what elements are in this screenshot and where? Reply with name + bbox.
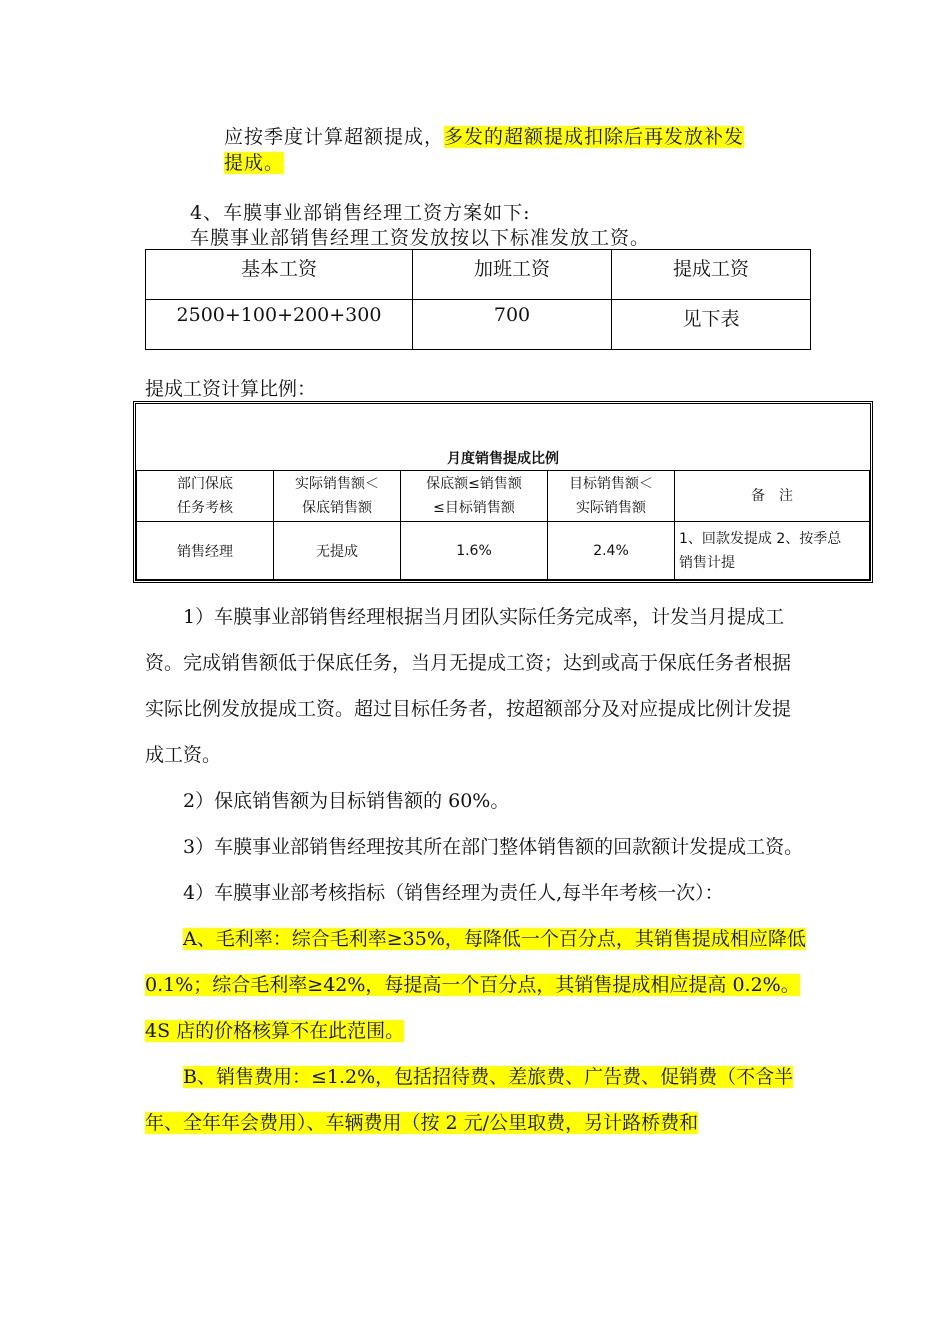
ratio-value-cell: 无提成	[274, 522, 401, 580]
salary-value-cell: 2500+100+200+300	[146, 300, 413, 350]
ratio-header-cell: 目标销售额＜ 实际销售额	[548, 471, 675, 522]
salary-value-cell: 700	[413, 300, 612, 350]
ratio-header-cell: 实际销售额＜ 保底销售额	[274, 471, 401, 522]
ratio-header-row	[137, 471, 870, 522]
ratio-title-row	[137, 404, 870, 471]
ratio-header-cell: 保底额≤销售额 ≤目标销售额	[401, 471, 548, 522]
intro-line-1	[224, 124, 744, 150]
ratio-header-cell: 部门保底 任务考核	[137, 471, 274, 522]
ratio-table	[136, 404, 870, 580]
ratio-table-title: 月度销售提成比例	[137, 404, 870, 471]
intro-line-1-plain: 应按季度计算超额提成，	[224, 126, 445, 148]
section-heading: 4、车膜事业部销售经理工资方案如下:	[190, 202, 531, 224]
salary-header-cell: 提成工资	[612, 250, 811, 300]
salary-value-cell: 见下表	[612, 300, 811, 350]
salary-value-row	[146, 300, 811, 350]
paragraph-a	[145, 916, 807, 1054]
paragraph-4: 4）车膜事业部考核指标（销售经理为责任人,每半年考核一次）：	[183, 882, 724, 904]
ratio-header-cell: 备 注	[675, 471, 870, 522]
salary-header-row	[146, 250, 811, 300]
section-subheading: 车膜事业部销售经理工资发放按以下标准发放工资。	[190, 227, 651, 249]
ratio-value-cell: 2.4%	[548, 522, 675, 580]
ratio-table-frame	[133, 401, 873, 583]
ratio-note-cell: 1、回款发提成 2、按季总 销售计提	[675, 522, 870, 580]
salary-header-cell: 加班工资	[413, 250, 612, 300]
ratio-value-cell: 销售经理	[137, 522, 274, 580]
ratio-label: 提成工资计算比例：	[145, 378, 317, 400]
intro-line-2-highlight: 提成。	[224, 152, 285, 174]
ratio-value-row	[137, 522, 870, 580]
intro-line-1-highlight: 多发的超额提成扣除后再发放补发	[444, 126, 745, 148]
body-paragraphs	[145, 594, 807, 1146]
paragraph-2: 2）保底销售额为目标销售额的 60%。	[183, 790, 510, 812]
paragraph-b	[145, 1054, 807, 1146]
paragraph-1: 1）车膜事业部销售经理根据当月团队实际任务完成率，计发当月提成工资。完成销售额低于保底任务，当月无提成工资；达到或高于保底任务者根据实际比例发放提成工资。超过目标任务者，按超额部分及对应提成比例计发提成工资。	[145, 606, 792, 766]
paragraph-b-highlight: B、销售费用：≤1.2%，包括招待费、差旅费、广告费、促销费（不含半年、全年年会费用）、车辆费用（按 2 元/公里取费，另计路桥费和	[145, 1066, 794, 1134]
paragraph-a-highlight: A、毛利率：综合毛利率≥35%，每降低一个百分点，其销售提成相应降低 0.1%；综合毛利率≥42%，每提高一个百分点，其销售提成相应提高 0.2%。4S 店的价格核算不在此范围。	[145, 928, 806, 1042]
salary-table	[145, 249, 811, 350]
intro-line-2	[224, 150, 284, 176]
paragraph-3: 3）车膜事业部销售经理按其所在部门整体销售额的回款额计发提成工资。	[183, 836, 804, 858]
ratio-value-cell: 1.6%	[401, 522, 548, 580]
salary-header-cell: 基本工资	[146, 250, 413, 300]
